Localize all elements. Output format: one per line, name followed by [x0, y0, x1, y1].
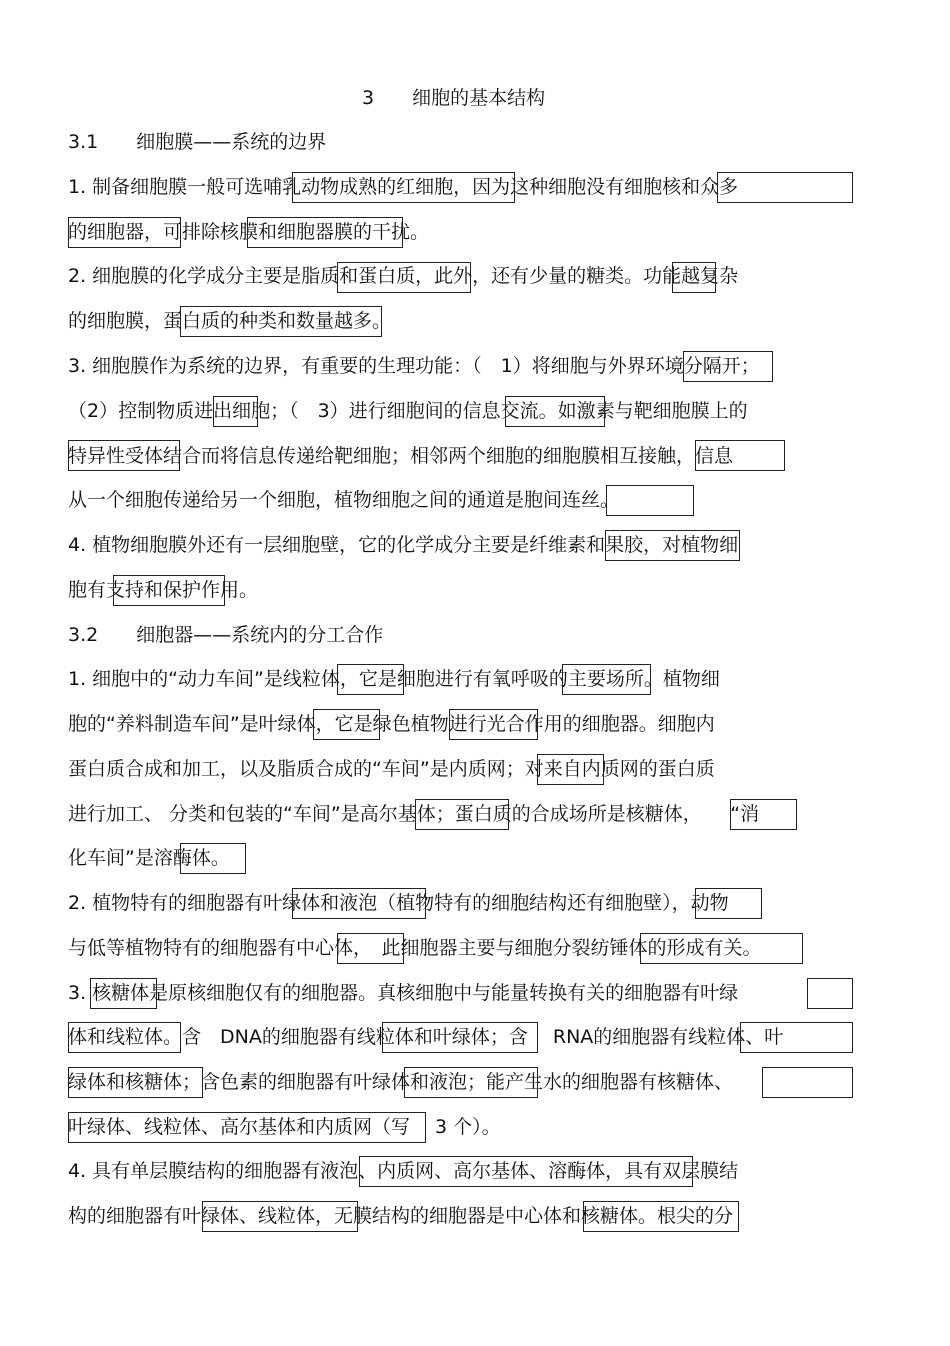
answer-box: [68, 217, 181, 248]
text-line: 胞的“养料制造车间”是叶绿体，它是绿色植物进行光合作用的细胞器。细胞内: [68, 713, 715, 735]
answer-box: [68, 440, 180, 471]
answer-box: [683, 351, 773, 382]
answer-box: [730, 799, 797, 830]
answer-box: [90, 978, 157, 1009]
answer-box: [537, 754, 604, 785]
answer-box: [113, 575, 225, 606]
answer-box: [68, 1067, 203, 1098]
text-line: 胞有支持和保护作用。: [68, 579, 259, 601]
text-line: （2）控制物质进出细胞；（ 3）进行细胞间的信息交流。如激素与靶细胞膜上的: [68, 400, 748, 422]
text-line: 蛋白质合成和加工，以及脂质合成的“车间”是内质网；对来自内质网的蛋白质: [68, 758, 715, 780]
text-line: 绿体和核糖体；含色素的细胞器有叶绿体和液泡；能产生水的细胞器有核糖体、: [68, 1071, 734, 1093]
answer-box: [562, 664, 651, 695]
text-line: 进行加工、 分类和包装的“车间”是高尔基体；蛋白质的合成场所是核糖体， “消: [68, 803, 760, 825]
text-line: 叶绿体、线粒体、高尔基体和内质网（写 3 个）。: [68, 1116, 501, 1138]
answer-box: [337, 262, 471, 293]
answer-box: [247, 217, 403, 248]
answer-box: [202, 1201, 358, 1232]
text-line: 4. 具有单层膜结构的细胞器有液泡、内质网、高尔基体、溶酶体，具有双层膜结: [68, 1160, 739, 1182]
answer-box: [404, 1067, 538, 1098]
answer-box: [313, 709, 380, 740]
text-line: 1. 细胞中的“动力车间”是线粒体，它是细胞进行有氧呼吸的主要场所。植物细: [68, 668, 720, 690]
text-line: 的细胞器，可排除核膜和细胞器膜的干扰。: [68, 221, 430, 243]
text-line: 4. 植物细胞膜外还有一层细胞壁，它的化学成分主要是纤维素和果胶，对植物细: [68, 534, 739, 556]
text-line: 3. 核糖体是原核细胞仅有的细胞器。真核细胞中与能量转换有关的细胞器有叶绿: [68, 982, 739, 1004]
answer-box: [449, 709, 538, 740]
answer-box: [762, 1067, 853, 1098]
section-heading: 3.2 细胞器——系统内的分工合作: [68, 624, 384, 646]
answer-box: [807, 978, 853, 1009]
answer-box: [505, 396, 605, 427]
answer-box: [68, 1112, 426, 1143]
answer-box: [359, 1156, 693, 1187]
text-line: 从一个细胞传递给另一个细胞，植物细胞之间的通道是胞间连丝。: [68, 489, 620, 511]
answer-box: [382, 1022, 538, 1053]
answer-box: [740, 1022, 853, 1053]
section-heading: 3.1 细胞膜——系统的边界: [68, 131, 327, 153]
answer-box: [337, 933, 404, 964]
text-line: 构的细胞器有叶绿体、线粒体，无膜结构的细胞器是中心体和核糖体。根尖的分: [68, 1205, 734, 1227]
text-line: 3. 细胞膜作为系统的边界，有重要的生理功能：（ 1）将细胞与外界环境分隔开；: [68, 355, 760, 377]
text-line: 化车间”是溶酶体。: [68, 847, 230, 869]
text-line: 体和线粒体。含 DNA的细胞器有线粒体和叶绿体；含 RNA的细胞器有线粒体、叶: [68, 1026, 784, 1048]
text-line: 的细胞膜，蛋白质的种类和数量越多。: [68, 310, 392, 332]
answer-box: [180, 843, 246, 874]
answer-box: [717, 172, 853, 203]
answer-box: [337, 664, 404, 695]
answer-box: [695, 440, 785, 471]
answer-box: [213, 396, 258, 427]
answer-box: [583, 1201, 739, 1232]
text-line: 2. 细胞膜的化学成分主要是脂质和蛋白质，此外，还有少量的糖类。功能越复杂: [68, 265, 739, 287]
answer-box: [672, 262, 716, 293]
answer-box: [68, 1022, 181, 1053]
text-line: 2. 植物特有的细胞器有叶绿体和液泡（植物特有的细胞结构还有细胞壁），动物: [68, 892, 729, 914]
page-title: 3 细胞的基本结构: [362, 87, 546, 109]
answer-box: [605, 530, 740, 561]
answer-box: [415, 799, 509, 830]
answer-box: [180, 306, 382, 337]
answer-box: [292, 888, 426, 919]
text-line: 1. 制备细胞膜一般可选哺乳动物成熟的红细胞，因为这种细胞没有细胞核和众多: [68, 176, 739, 198]
answer-box: [695, 888, 762, 919]
answer-box: [606, 485, 694, 516]
text-line: 与低等植物特有的细胞器有中心体， 此细胞器主要与细胞分裂纺锤体的形成有关。: [68, 937, 762, 959]
text-line: 特异性受体结合而将信息传递给靶细胞；相邻两个细胞的细胞膜相互接触，信息: [68, 445, 734, 467]
answer-box: [640, 933, 803, 964]
answer-box: [292, 172, 515, 203]
